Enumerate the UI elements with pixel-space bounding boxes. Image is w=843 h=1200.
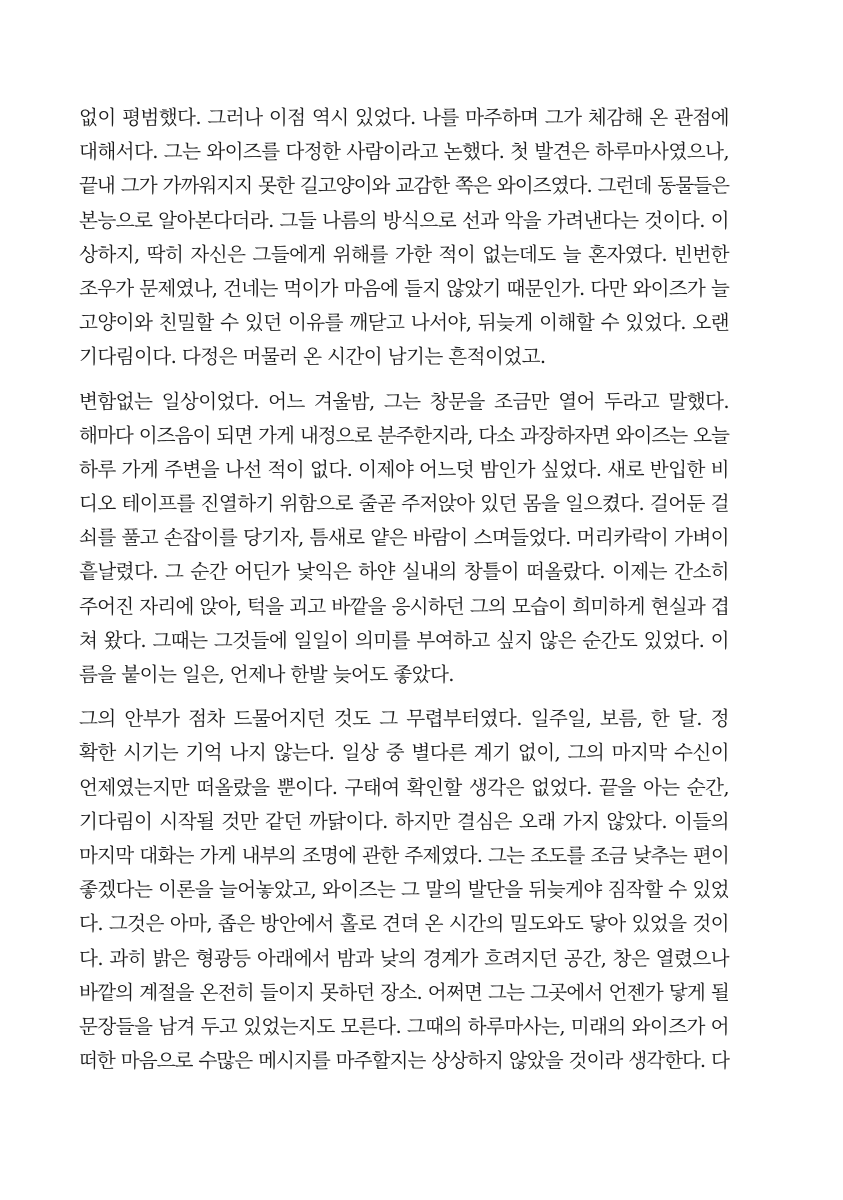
text-line: 좋겠다는 이론을 늘어놓았고, 와이즈는 그 말의 발단을 뒤늦게야 짐작할 수 있었 — [79, 878, 729, 902]
text-line: 다. 그것은 아마, 좁은 방안에서 홀로 견뎌 온 시간의 밀도와도 닿아 있었을 것이 — [79, 912, 729, 936]
paragraph-gap — [79, 375, 729, 385]
text-line: 해마다 이즈음이 되면 가게 내정으로 분주한지라, 다소 과장하자면 와이즈는 오늘 — [79, 423, 729, 447]
text-line: 고양이와 친밀할 수 있던 이유를 깨닫고 나서야, 뒤늦게 이해할 수 있었다. 오랜 — [79, 311, 729, 335]
text-line: 상하지, 딱히 자신은 그들에게 위해를 가한 적이 없는데도 늘 혼자였다. 빈번한 — [79, 242, 729, 266]
text-line: 본능으로 알아본다더라. 그들 나름의 방식으로 선과 악을 가려낸다는 것이다. 이 — [79, 208, 729, 232]
text-line: 언제였는지만 떠올랐을 뿐이다. 구태여 확인할 생각은 없었다. 끝을 아는 순간, — [79, 775, 729, 799]
text-line: 그의 안부가 점차 드물어지던 것도 그 무렵부터였다. 일주일, 보름, 한 달. 정 — [79, 707, 729, 731]
text-line: 문장들을 남겨 두고 있었는지도 모른다. 그때의 하루마사는, 미래의 와이즈가 어 — [79, 1014, 729, 1038]
text-line: 조우가 문제였나, 건네는 먹이가 마음에 들지 않았기 때문인가. 다만 와이즈가 늘 — [79, 276, 729, 300]
text-line: 대해서다. 그는 와이즈를 다정한 사람이라고 논했다. 첫 발견은 하루마사였으나, — [79, 140, 729, 164]
text-line: 바깥의 계절을 온전히 들이지 못하던 장소. 어쩌면 그는 그곳에서 언젠가 닿게 될 — [79, 980, 729, 1004]
paragraph-1 — [79, 101, 729, 375]
text-line: 름을 붙이는 일은, 언제나 한발 늦어도 좋았다. — [79, 663, 454, 686]
text-line: 변함없는 일상이었다. 어느 겨울밤, 그는 창문을 조금만 열어 두라고 말했다. — [79, 389, 729, 413]
paragraph-2 — [79, 385, 729, 693]
text-line: 쳐 왔다. 그때는 그것들에 일일이 의미를 부여하고 싶지 않은 순간도 있었다. 이 — [79, 628, 729, 652]
text-line: 끝내 그가 가까워지지 못한 길고양이와 교감한 쪽은 와이즈였다. 그런데 동물들은 — [79, 174, 729, 198]
text-line: 흩날렸다. 그 순간 어딘가 낯익은 하얀 실내의 창틀이 떠올랐다. 이제는 간소히 — [79, 560, 729, 584]
text-line: 마지막 대화는 가게 내부의 조명에 관한 주제였다. 그는 조도를 조금 낮추는 편이 — [79, 843, 729, 867]
text-line: 기다림이다. 다정은 머물러 온 시간이 남기는 흔적이었고. — [79, 345, 546, 369]
text-line: 확한 시기는 기억 나지 않는다. 일상 중 별다른 계기 없이, 그의 마지막 수신이 — [79, 741, 729, 765]
text-line: 주어진 자리에 앉아, 턱을 괴고 바깥을 응시하던 그의 모습이 희미하게 현실과 겹 — [79, 594, 729, 618]
paragraph-gap — [79, 692, 729, 702]
text-line: 없이 평범했다. 그러나 이점 역시 있었다. 나를 마주하며 그가 체감해 온 관점에 — [79, 106, 729, 129]
text-line: 하루 가게 주변을 나선 적이 없다. 이제야 어느덧 밤인가 싶었다. 새로 반입한 비 — [79, 457, 729, 481]
text-line: 기다림이 시작될 것만 같던 까닭이다. 하지만 결심은 오래 가지 않았다. 이들의 — [79, 809, 729, 833]
text-line: 떠한 마음으로 수많은 메시지를 마주할지는 상상하지 않았을 것이라 생각한다. 다 — [79, 1049, 729, 1073]
text-line: 디오 테이프를 진열하기 위함으로 줄곧 주저앉아 있던 몸을 일으켰다. 걸어둔 걸 — [79, 492, 729, 516]
paragraph-3 — [79, 702, 729, 1078]
text-line: 다. 과히 밝은 형광등 아래에서 밤과 낮의 경계가 흐려지던 공간, 창은 열렸으나 — [79, 946, 729, 970]
body-text — [79, 101, 729, 1078]
text-line: 쇠를 풀고 손잡이를 당기자, 틈새로 얕은 바람이 스며들었다. 머리카락이 가벼이 — [79, 526, 729, 550]
